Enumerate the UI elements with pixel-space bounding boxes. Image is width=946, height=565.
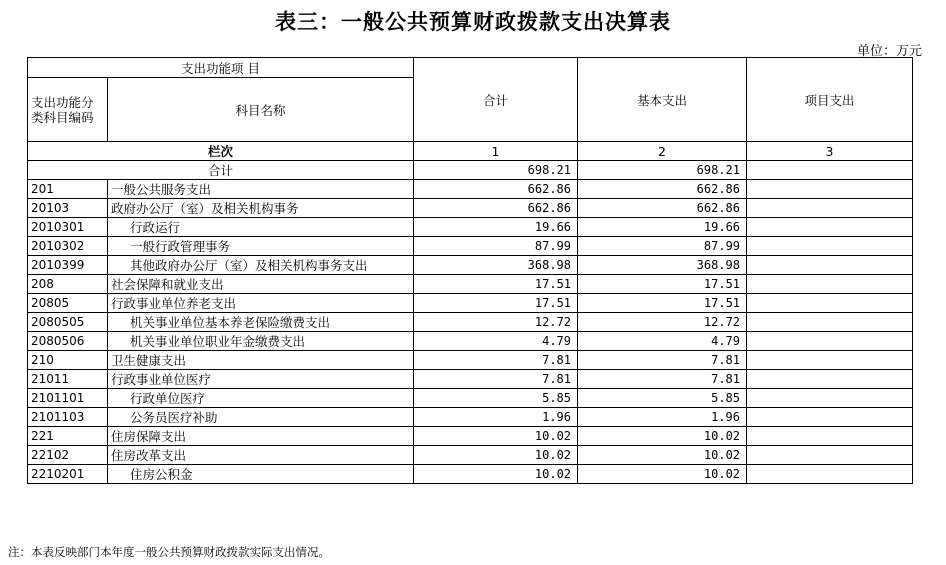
row-name: 机关事业单位职业年金缴费支出 [108,332,414,351]
table-row [28,256,913,275]
row-code: 2101103 [28,408,108,427]
row-project [747,351,913,370]
row-project [747,389,913,408]
row-basic: 17.51 [578,294,747,313]
table-row [28,351,913,370]
table-row [28,332,913,351]
row-name: 行政事业单位养老支出 [108,294,414,313]
table-row [28,275,913,294]
row-total: 662.86 [414,180,578,199]
column-number: 3 [747,142,913,161]
row-total: 4.79 [414,332,578,351]
function-group-header: 支出功能项 目 [28,58,414,78]
row-code: 2210201 [28,465,108,484]
table-row [28,180,913,199]
row-code: 2080506 [28,332,108,351]
code-column-header: 支出功能分类科目编码 [28,78,108,142]
row-project [747,313,913,332]
row-code: 20805 [28,294,108,313]
row-code: 2010301 [28,218,108,237]
summary-project [747,161,913,180]
row-code: 208 [28,275,108,294]
row-label: 栏次 [28,142,414,161]
column-number: 2 [578,142,747,161]
row-name: 行政单位医疗 [108,389,414,408]
row-code: 22102 [28,446,108,465]
row-total: 5.85 [414,389,578,408]
row-name: 一般公共服务支出 [108,180,414,199]
project-column-header: 项目支出 [747,58,913,142]
row-name: 行政事业单位医疗 [108,370,414,389]
row-name: 卫生健康支出 [108,351,414,370]
column-number-row [28,142,913,161]
table-row [28,294,913,313]
row-basic: 10.02 [578,465,747,484]
row-basic: 7.81 [578,370,747,389]
row-name: 其他政府办公厅（室）及相关机构事务支出 [108,256,414,275]
row-code: 2101101 [28,389,108,408]
table-row [28,370,913,389]
basic-column-header: 基本支出 [578,58,747,142]
table-row [28,237,913,256]
row-code: 2010302 [28,237,108,256]
summary-basic: 698.21 [578,161,747,180]
row-total: 17.51 [414,294,578,313]
row-total: 12.72 [414,313,578,332]
row-total: 87.99 [414,237,578,256]
row-code: 21011 [28,370,108,389]
row-basic: 4.79 [578,332,747,351]
row-total: 17.51 [414,275,578,294]
row-total: 368.98 [414,256,578,275]
row-project [747,370,913,389]
row-code: 201 [28,180,108,199]
row-name: 住房改革支出 [108,446,414,465]
row-name: 一般行政管理事务 [108,237,414,256]
row-code: 210 [28,351,108,370]
summary-total: 698.21 [414,161,578,180]
row-project [747,180,913,199]
row-basic: 368.98 [578,256,747,275]
table-row [28,199,913,218]
row-basic: 19.66 [578,218,747,237]
row-total: 7.81 [414,351,578,370]
row-code: 221 [28,427,108,446]
header-row-group [28,58,913,78]
row-name: 公务员医疗补助 [108,408,414,427]
row-basic: 1.96 [578,408,747,427]
row-total: 10.02 [414,427,578,446]
row-project [747,332,913,351]
row-basic: 7.81 [578,351,747,370]
total-column-header: 合计 [414,58,578,142]
row-basic: 12.72 [578,313,747,332]
row-name: 机关事业单位基本养老保险缴费支出 [108,313,414,332]
row-project [747,446,913,465]
row-total: 7.81 [414,370,578,389]
row-code: 20103 [28,199,108,218]
row-project [747,275,913,294]
row-code: 2010399 [28,256,108,275]
table-row [28,389,913,408]
row-name: 住房保障支出 [108,427,414,446]
row-project [747,256,913,275]
row-total: 662.86 [414,199,578,218]
budget-table [27,57,913,484]
summary-row [28,161,913,180]
row-basic: 10.02 [578,446,747,465]
row-project [747,427,913,446]
row-basic: 17.51 [578,275,747,294]
row-basic: 662.86 [578,180,747,199]
row-basic: 5.85 [578,389,747,408]
footnote: 注：本表反映部门本年度一般公共预算财政拨款实际支出情况。 [8,545,330,559]
row-total: 10.02 [414,446,578,465]
table-row [28,408,913,427]
table-row [28,313,913,332]
row-basic: 10.02 [578,427,747,446]
row-project [747,465,913,484]
column-number: 1 [414,142,578,161]
row-total: 1.96 [414,408,578,427]
table-row [28,446,913,465]
table-row [28,218,913,237]
row-name: 住房公积金 [108,465,414,484]
row-basic: 87.99 [578,237,747,256]
row-name: 行政运行 [108,218,414,237]
summary-label: 合计 [28,161,414,180]
row-basic: 662.86 [578,199,747,218]
row-code: 2080505 [28,313,108,332]
row-project [747,199,913,218]
row-project [747,294,913,313]
row-total: 10.02 [414,465,578,484]
unit-label: 单位：万元 [856,44,922,59]
row-project [747,218,913,237]
table-row [28,465,913,484]
name-column-header: 科目名称 [108,78,414,142]
table-row [28,427,913,446]
page-title: 表三：一般公共预算财政拨款支出决算表 [275,10,671,34]
row-name: 政府办公厅（室）及相关机构事务 [108,199,414,218]
row-total: 19.66 [414,218,578,237]
row-name: 社会保障和就业支出 [108,275,414,294]
row-project [747,408,913,427]
row-project [747,237,913,256]
